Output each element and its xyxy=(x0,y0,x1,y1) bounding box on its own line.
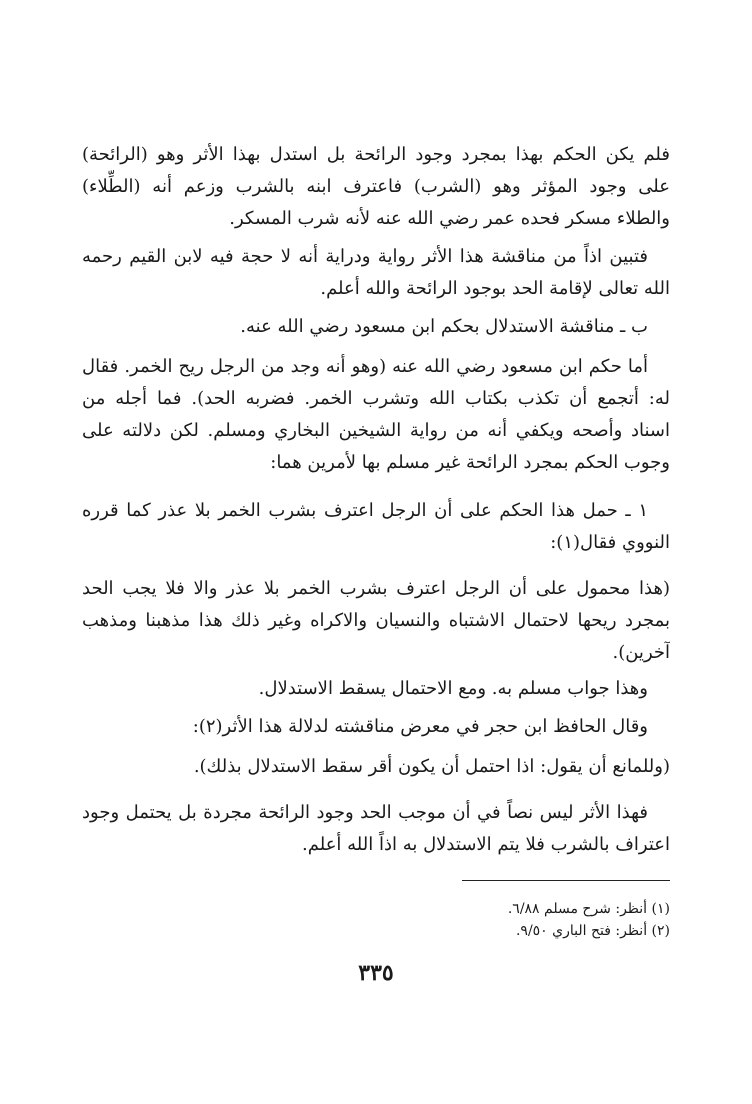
text-line: وقال الحافظ ابن حجر في معرض مناقشته لدلالة هذا الأثر(٢): xyxy=(192,716,648,737)
text-line: والطلاء مسكر فحده عمر رضي الله عنه لأنه شرب المسكر. xyxy=(229,208,670,229)
footnote-divider xyxy=(462,880,670,881)
text-line: ١ ـ حمل هذا الحكم على أن الرجل اعترف بشرب الخمر بلا عذر كما قرره xyxy=(82,500,648,521)
page-number: ٣٣٥ xyxy=(358,960,394,986)
text-line: له: أتجمع أن تكذب بكتاب الله وتشرب الخمر. فضربه الحد). فما أجله من xyxy=(82,388,670,409)
text-line: الله تعالى لإقامة الحد بوجود الرائحة والله أعلم. xyxy=(320,278,670,299)
quote-line: (وللمانع أن يقول: اذا احتمل أن يكون أقر سقط الاستدلال بذلك). xyxy=(193,756,670,777)
text-line: النووي فقال(١): xyxy=(550,532,670,553)
text-line: وجوب الحكم بمجرد الرائحة غير مسلم بها لأمرين هما: xyxy=(270,452,670,473)
text-line: أما حكم ابن مسعود رضي الله عنه (وهو أنه وجد من الرجل ريح الخمر. فقال xyxy=(82,356,648,377)
text-line: اعتراف بالشرب فلا يتم الاستدلال به اذاً الله أعلم. xyxy=(302,834,670,855)
text-line: وهذا جواب مسلم به. ومع الاحتمال يسقط الاستدلال. xyxy=(258,678,648,699)
quote-line: (هذا محمول على أن الرجل اعترف بشرب الخمر بلا عذر والا فلا يجب الحد xyxy=(82,578,670,599)
quote-line: بمجرد ريحها لاحتمال الاشتباه والنسيان والاكراه وغير ذلك هذا مذهبنا ومذهب xyxy=(82,610,670,631)
quote-line: آخرين). xyxy=(612,642,670,663)
footnote: (١) أنظر: شرح مسلم ٦/٨٨. xyxy=(507,901,670,917)
text-line: اسناد وأصحه ويكفي أنه من رواية الشيخين البخاري ومسلم. لكن دلالته على xyxy=(82,420,670,441)
text-line: فهذا الأثر ليس نصاً في أن موجب الحد وجود الرائحة مجردة بل يحتمل وجود xyxy=(82,802,648,823)
footnote: (٢) أنظر: فتح الباري ٩/٥٠. xyxy=(515,923,670,939)
text-line: فتبين اذاً من مناقشة هذا الأثر رواية ودراية أنه لا حجة فيه لابن القيم رحمه xyxy=(82,246,648,267)
section-heading: ب ـ مناقشة الاستدلال بحكم ابن مسعود رضي الله عنه. xyxy=(240,316,648,337)
text-line: فلم يكن الحكم بهذا بمجرد وجود الرائحة بل استدل بهذا الأثر وهو (الرائحة) xyxy=(82,144,670,165)
text-line: على وجود المؤثر وهو (الشرب) فاعترف ابنه بالشرب وزعم أنه (الطِّلاء) xyxy=(82,176,670,197)
